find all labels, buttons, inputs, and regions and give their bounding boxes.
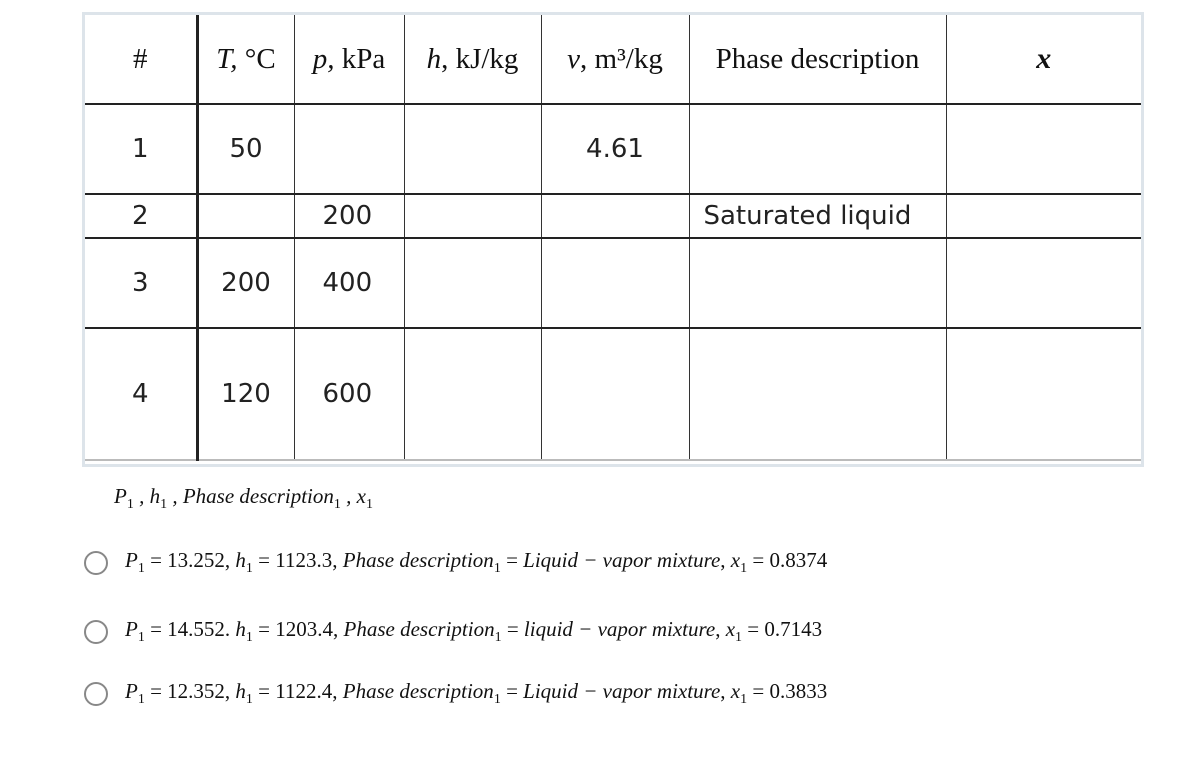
header-temperature: T, °C bbox=[197, 15, 294, 104]
cell-specific-volume: 4.61 bbox=[541, 104, 689, 194]
cell-pressure: 200 bbox=[294, 194, 404, 238]
cell-quality bbox=[946, 194, 1141, 238]
cell-number: 4 bbox=[85, 328, 197, 460]
answer-option-text: $P_1 = 13.252$, $h_1 = 1123.3$, Phase description$_1$ = Liquid − vapor mixture, $x_1 = 0.8374$ bbox=[125, 548, 828, 577]
cell-specific-volume bbox=[541, 328, 689, 460]
cell-phase-description bbox=[689, 104, 946, 194]
answer-option-3[interactable] bbox=[84, 679, 827, 708]
answer-option-2[interactable] bbox=[84, 617, 822, 646]
cell-enthalpy bbox=[404, 328, 541, 460]
cell-phase-description bbox=[689, 328, 946, 460]
answer-option-1[interactable] bbox=[84, 548, 827, 577]
header-quality: x bbox=[946, 15, 1141, 104]
header-specific-volume: v, m³/kg bbox=[541, 15, 689, 104]
header-pressure: p, kPa bbox=[294, 15, 404, 104]
table-row bbox=[85, 194, 1141, 238]
header-phase-description: Phase description bbox=[689, 15, 946, 104]
cell-pressure: 400 bbox=[294, 238, 404, 328]
answer-option-text: $P_1 = 12.352$, $h_1 = 1122.4$, Phase description$_1$ = Liquid − vapor mixture, $x_1 = 0.3833$ bbox=[125, 679, 828, 708]
cell-quality bbox=[946, 328, 1141, 460]
cell-quality bbox=[946, 238, 1141, 328]
table-row bbox=[85, 328, 1141, 460]
radio-button[interactable] bbox=[84, 620, 108, 644]
cell-pressure bbox=[294, 104, 404, 194]
cell-pressure: 600 bbox=[294, 328, 404, 460]
radio-button[interactable] bbox=[84, 682, 108, 706]
cell-phase-description: Saturated liquid bbox=[689, 194, 946, 238]
cell-temperature bbox=[197, 194, 294, 238]
cell-enthalpy bbox=[404, 104, 541, 194]
question-prompt: $P_1$ , $h_1$ , Phase description$_1$ , $x_1$ bbox=[114, 484, 373, 513]
cell-number: 2 bbox=[85, 194, 197, 238]
radio-button[interactable] bbox=[84, 551, 108, 575]
property-table-image bbox=[82, 12, 1144, 467]
property-table bbox=[85, 15, 1141, 461]
table-row bbox=[85, 238, 1141, 328]
cell-temperature: 200 bbox=[197, 238, 294, 328]
cell-number: 3 bbox=[85, 238, 197, 328]
cell-phase-description bbox=[689, 238, 946, 328]
cell-number: 1 bbox=[85, 104, 197, 194]
cell-enthalpy bbox=[404, 194, 541, 238]
header-number: # bbox=[85, 15, 197, 104]
cell-enthalpy bbox=[404, 238, 541, 328]
header-enthalpy: h, kJ/kg bbox=[404, 15, 541, 104]
table-row bbox=[85, 104, 1141, 194]
cell-specific-volume bbox=[541, 194, 689, 238]
answer-option-text: $P_1 = 14.552$. $h_1 = 1203.4$, Phase description$_1$ = liquid − vapor mixture, $x_1 = 0.7143$ bbox=[125, 617, 823, 646]
table-header-row bbox=[85, 15, 1141, 104]
cell-specific-volume bbox=[541, 238, 689, 328]
cell-temperature: 50 bbox=[197, 104, 294, 194]
cell-quality bbox=[946, 104, 1141, 194]
cell-temperature: 120 bbox=[197, 328, 294, 460]
